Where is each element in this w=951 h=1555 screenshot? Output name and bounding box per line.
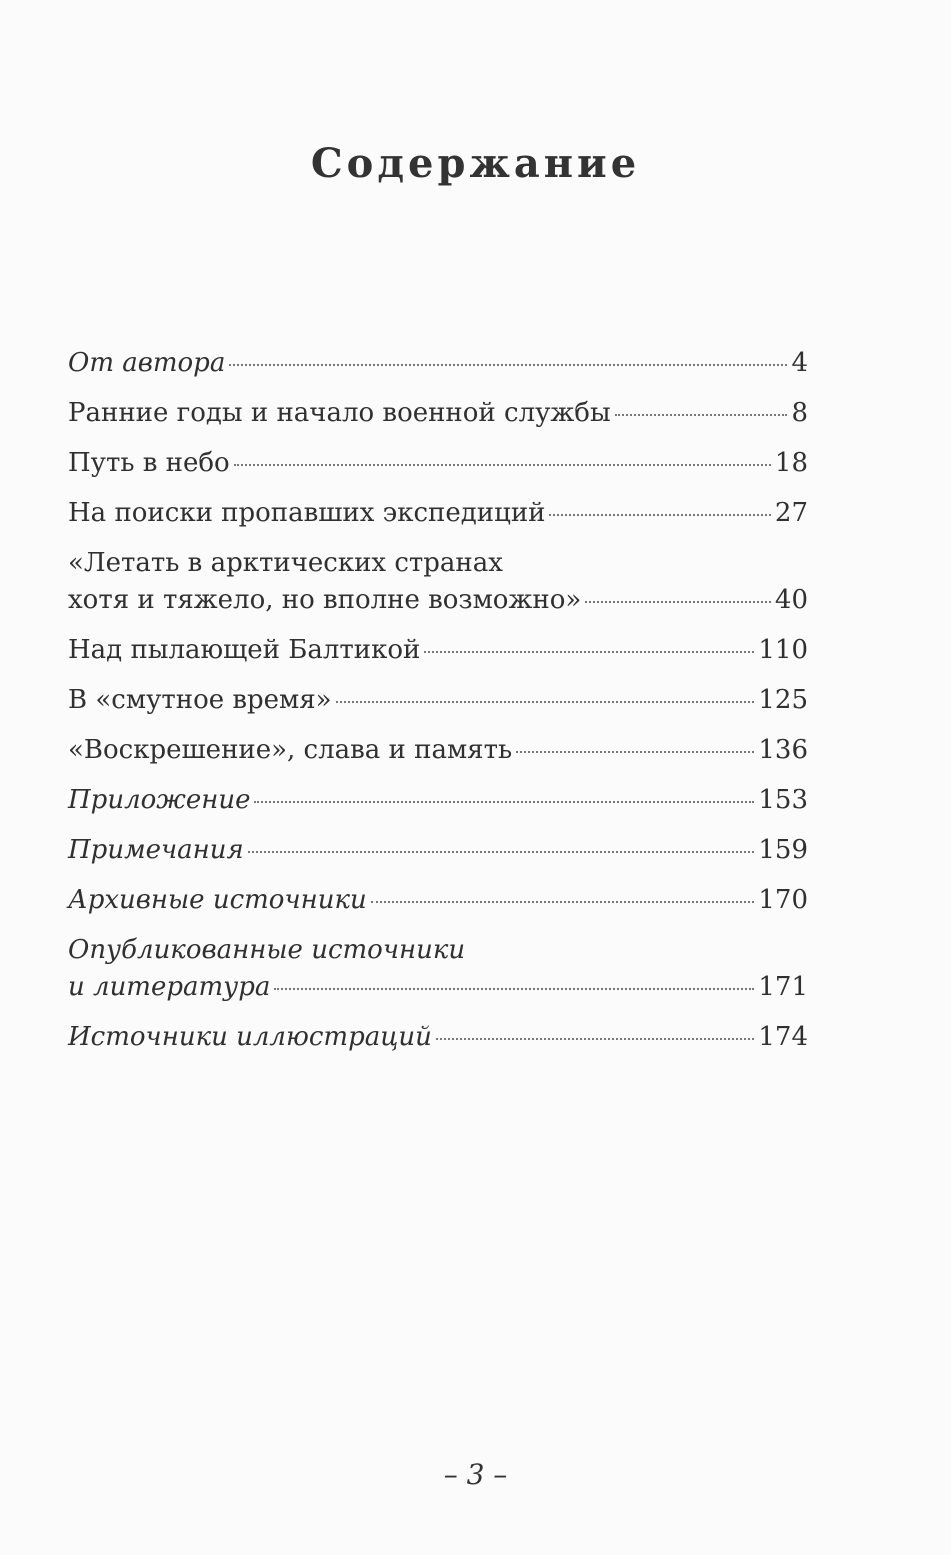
toc-entry-page: 153 [758,785,808,815]
toc-entry [68,732,808,769]
dot-leader [371,901,755,903]
dot-leader [424,651,754,653]
toc-entry-title: От автора [68,348,226,378]
toc-entry-title: Источники иллюстраций [68,1022,432,1052]
toc-entry-page: 159 [758,835,808,865]
dot-leader [549,514,770,516]
toc-entry-page: 8 [791,398,808,428]
toc-entry-title: Примечания [68,835,244,865]
toc-entry-title: Над пылающей Балтикой [68,635,421,665]
dot-leader [248,851,755,853]
toc-entry-title: Путь в небо [68,448,230,478]
toc-entry [68,495,808,532]
toc-entry-page: 40 [774,585,808,615]
toc-entry [68,1019,808,1056]
toc-entry-page: 136 [758,735,808,765]
toc-entry-title: Ранние годы и начало военной службы [68,398,611,428]
toc-entry [68,832,808,869]
toc-entry-page: 125 [758,685,808,715]
toc-entry-title: Архивные источники [68,885,367,915]
toc-entry-title: хотя и тяжело, но вполне возможно» [68,585,582,615]
toc-entry [68,632,808,669]
toc-entry-title: На поиски пропавших экспедиций [68,498,546,528]
toc-entry [68,345,808,382]
page-title: Содержание [310,140,641,187]
toc-entry-title-line1: «Летать в арктических странах [68,548,503,578]
dot-leader [274,988,754,990]
dot-leader [585,601,771,603]
toc-entry [68,545,808,619]
toc-entry-page: 18 [774,448,808,478]
dot-leader [229,364,787,366]
toc-entry-title: В «смутное время» [68,685,332,715]
toc-entry [68,882,808,919]
toc-entry-title: «Воскрешение», слава и память [68,735,513,765]
dot-leader [615,414,788,416]
toc-entry-title-line1: Опубликованные источники [68,935,466,965]
toc-entry-page: 110 [758,635,808,665]
toc-entry-page: 27 [774,498,808,528]
toc-entry [68,682,808,719]
toc-entry-page: 171 [758,972,808,1002]
toc-entry [68,932,808,1006]
toc-entry-title: и литература [68,972,271,1002]
dot-leader [516,751,754,753]
toc-entry [68,395,808,432]
toc-entry-page: 170 [758,885,808,915]
dot-leader [336,701,755,703]
toc-entry-page: 4 [791,348,808,378]
toc-entry-title: Приложение [68,785,251,815]
toc-entry [68,782,808,819]
dot-leader [436,1038,754,1040]
page-number: – 3 – [443,1458,508,1491]
toc-entry-page: 174 [758,1022,808,1052]
dot-leader [254,801,754,803]
toc-entry [68,445,808,482]
table-of-contents [68,345,808,1056]
dot-leader [234,464,771,466]
